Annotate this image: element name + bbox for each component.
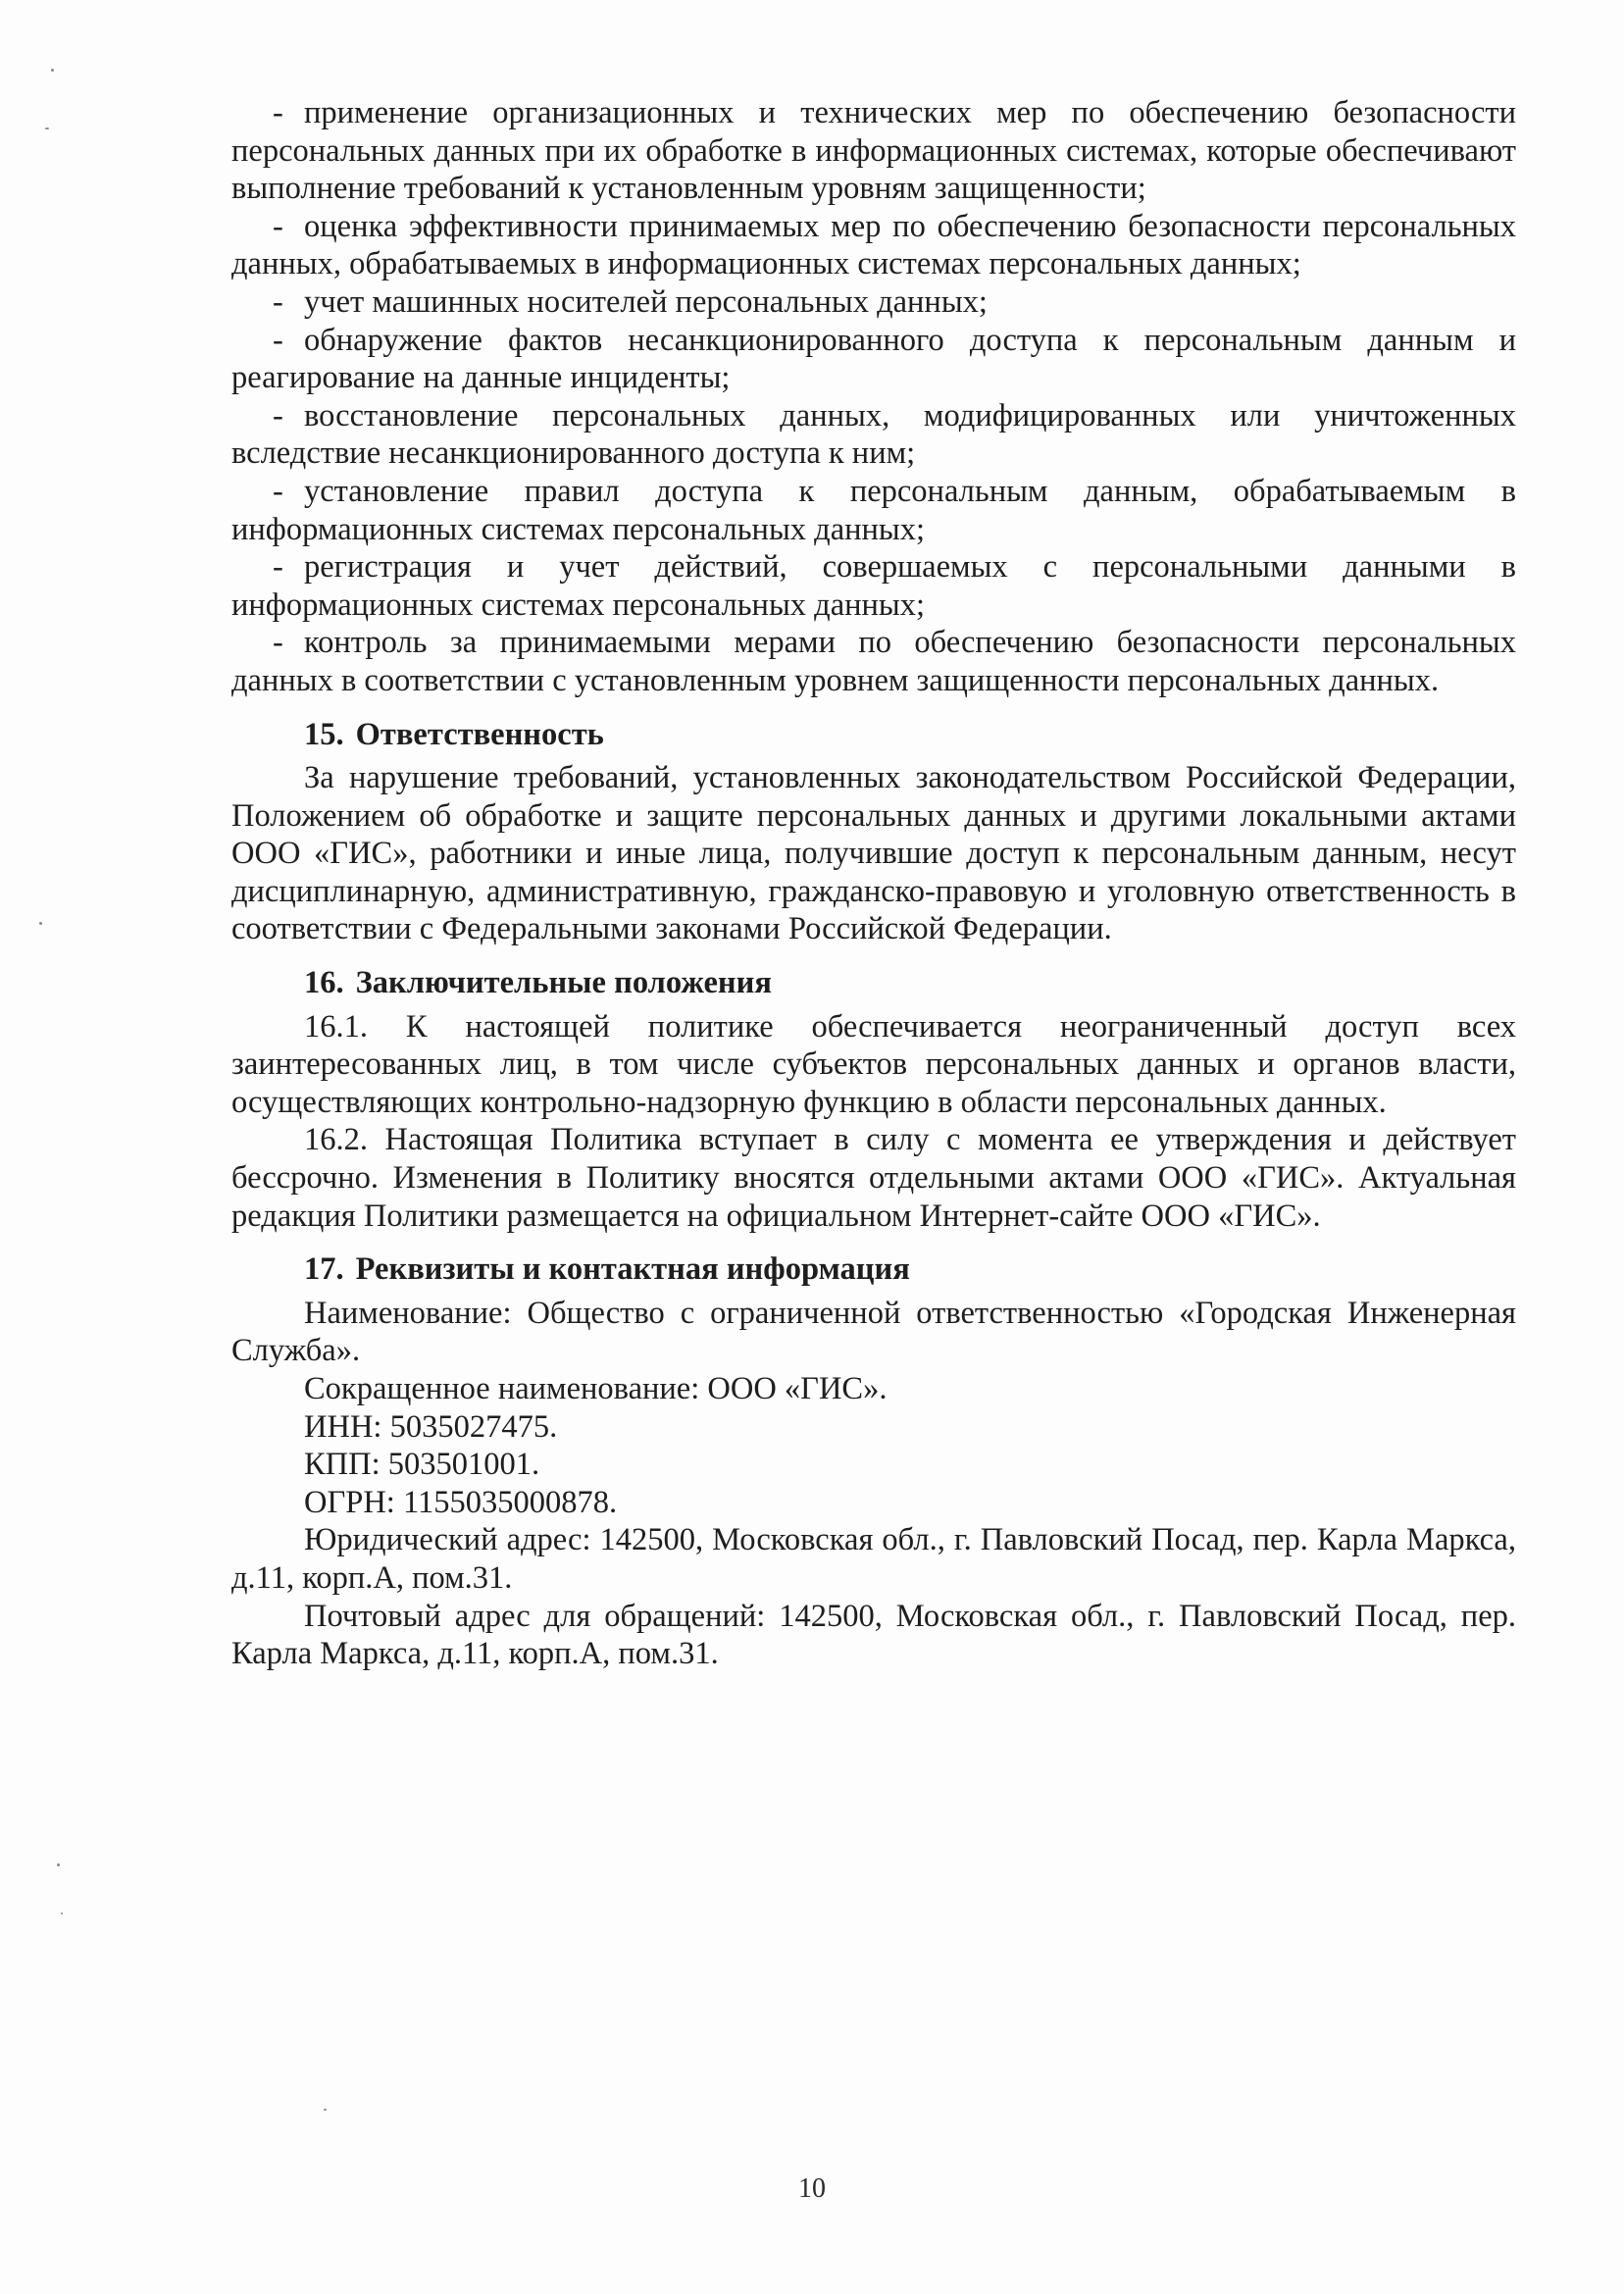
- bullet-text: оценка эффективности принимаемых мер по обеспечению безопасности персональных данных, обрабатываемых в информационных системах персональных данных;: [231, 208, 1516, 282]
- scan-speck: [51, 69, 54, 72]
- scan-speck: [324, 2109, 327, 2111]
- bullet-marker: -: [273, 95, 283, 130]
- scan-speck: [45, 127, 49, 129]
- section-heading: [231, 716, 1516, 754]
- section-number: 15.: [304, 716, 344, 752]
- company-inn: ИНН: 5035027475.: [304, 1408, 558, 1445]
- document-body: [231, 94, 1516, 1673]
- section-requisites: [231, 1250, 1516, 1673]
- bullet-text: обнаружение фактов несанкционированного доступа к персональным данным и реагирование на данные инциденты;: [231, 322, 1516, 396]
- section-paragraph: 16.1. К настоящей политике обеспечивается неограниченный доступ всех заинтересованных лиц, в том числе субъектов персональных данных и органов власти, осуществляющих контрольно-надзорную функцию в области персональных данных.: [231, 1008, 1516, 1120]
- scan-speck: [57, 1863, 60, 1866]
- bullet-list: [231, 94, 1516, 700]
- bullet-item: [231, 473, 1516, 548]
- section-number: 16.: [304, 965, 344, 1001]
- bullet-marker: -: [273, 549, 283, 586]
- section-heading: [231, 964, 1516, 1002]
- bullet-item: [231, 208, 1516, 283]
- company-short-name: Сокращенное наименование: ООО «ГИС».: [304, 1371, 888, 1406]
- legal-address: Юридический адрес: 142500, Московская обл., г. Павловский Посад, пер. Карла Маркса, д.11, корп.А, пом.31.: [231, 1522, 1516, 1596]
- bullet-text: учет машинных носителей персональных данных;: [304, 283, 988, 320]
- page-number: 10: [798, 2173, 826, 2204]
- section-title: Ответственность: [355, 716, 604, 752]
- bullet-text: контроль за принимаемыми мерами по обеспечению безопасности персональных данных в соответствии с установленным уровнем защищенности персональных данных.: [231, 625, 1516, 698]
- bullet-marker: -: [273, 208, 283, 244]
- postal-address: Почтовый адрес для обращений: 142500, Московская обл., г. Павловский Посад, пер. Карла Маркса, д.11, корп.А, пом.31.: [231, 1598, 1516, 1672]
- section-paragraph: 16.2. Настоящая Политика вступает в силу с момента ее утверждения и действует бессрочно. Изменения в Политику вносятся отдельными актами ООО «ГИС». Актуальная редакция Политики размещается на официальном Интернет-сайте ООО «ГИС».: [231, 1122, 1516, 1234]
- bullet-text: восстановление персональных данных, модифицированных или уничтоженных вследствие несанкционированного доступа к ним;: [231, 397, 1516, 472]
- section-heading: [231, 1250, 1516, 1289]
- section-title: Реквизиты и контактная информация: [355, 1251, 910, 1288]
- bullet-item: [231, 624, 1516, 699]
- bullet-item: [231, 548, 1516, 624]
- bullet-text: установление правил доступа к персональным данным, обрабатываемым в информационных системах персональных данных;: [231, 473, 1516, 547]
- bullet-marker: -: [273, 322, 283, 358]
- company-name: Наименование: Общество с ограниченной ответственностью «Городская Инженерная Служба».: [231, 1295, 1516, 1369]
- bullet-text: регистрация и учет действий, совершаемых с персональными данными в информационных системах персональных данных;: [231, 549, 1516, 623]
- section-responsibility: [231, 716, 1516, 949]
- bullet-marker: -: [273, 283, 283, 320]
- bullet-item: [231, 94, 1516, 208]
- bullet-item: [231, 283, 1516, 322]
- scan-speck: [61, 1912, 63, 1914]
- company-ogrn: ОГРН: 1155035000878.: [304, 1484, 618, 1520]
- section-title: Заключительные положения: [355, 965, 772, 1001]
- bullet-marker: -: [273, 397, 283, 433]
- bullet-item: [231, 322, 1516, 397]
- bullet-marker: -: [273, 625, 283, 661]
- company-kpp: КПП: 503501001.: [304, 1447, 540, 1483]
- section-number: 17.: [304, 1251, 344, 1288]
- bullet-text: применение организационных и технических мер по обеспечению безопасности персональных данных при их обработке в информационных системах, которые обеспечивают выполнение требований к установленным уровням защищенности;: [231, 95, 1516, 207]
- section-paragraph: За нарушение требований, установленных законодательством Российской Федерации, Положением об обработке и защите персональных данных и другими локальными актами ООО «ГИС», работники и иные лица, получившие доступ к персональным данным, несут дисциплинарную, административную, гражданско-правовую и уголовную ответственность в соответствии с Федеральными законами Российской Федерации.: [231, 760, 1516, 947]
- scan-speck: [39, 922, 42, 925]
- section-final-provisions: [231, 964, 1516, 1235]
- bullet-marker: -: [273, 473, 283, 509]
- bullet-item: [231, 397, 1516, 473]
